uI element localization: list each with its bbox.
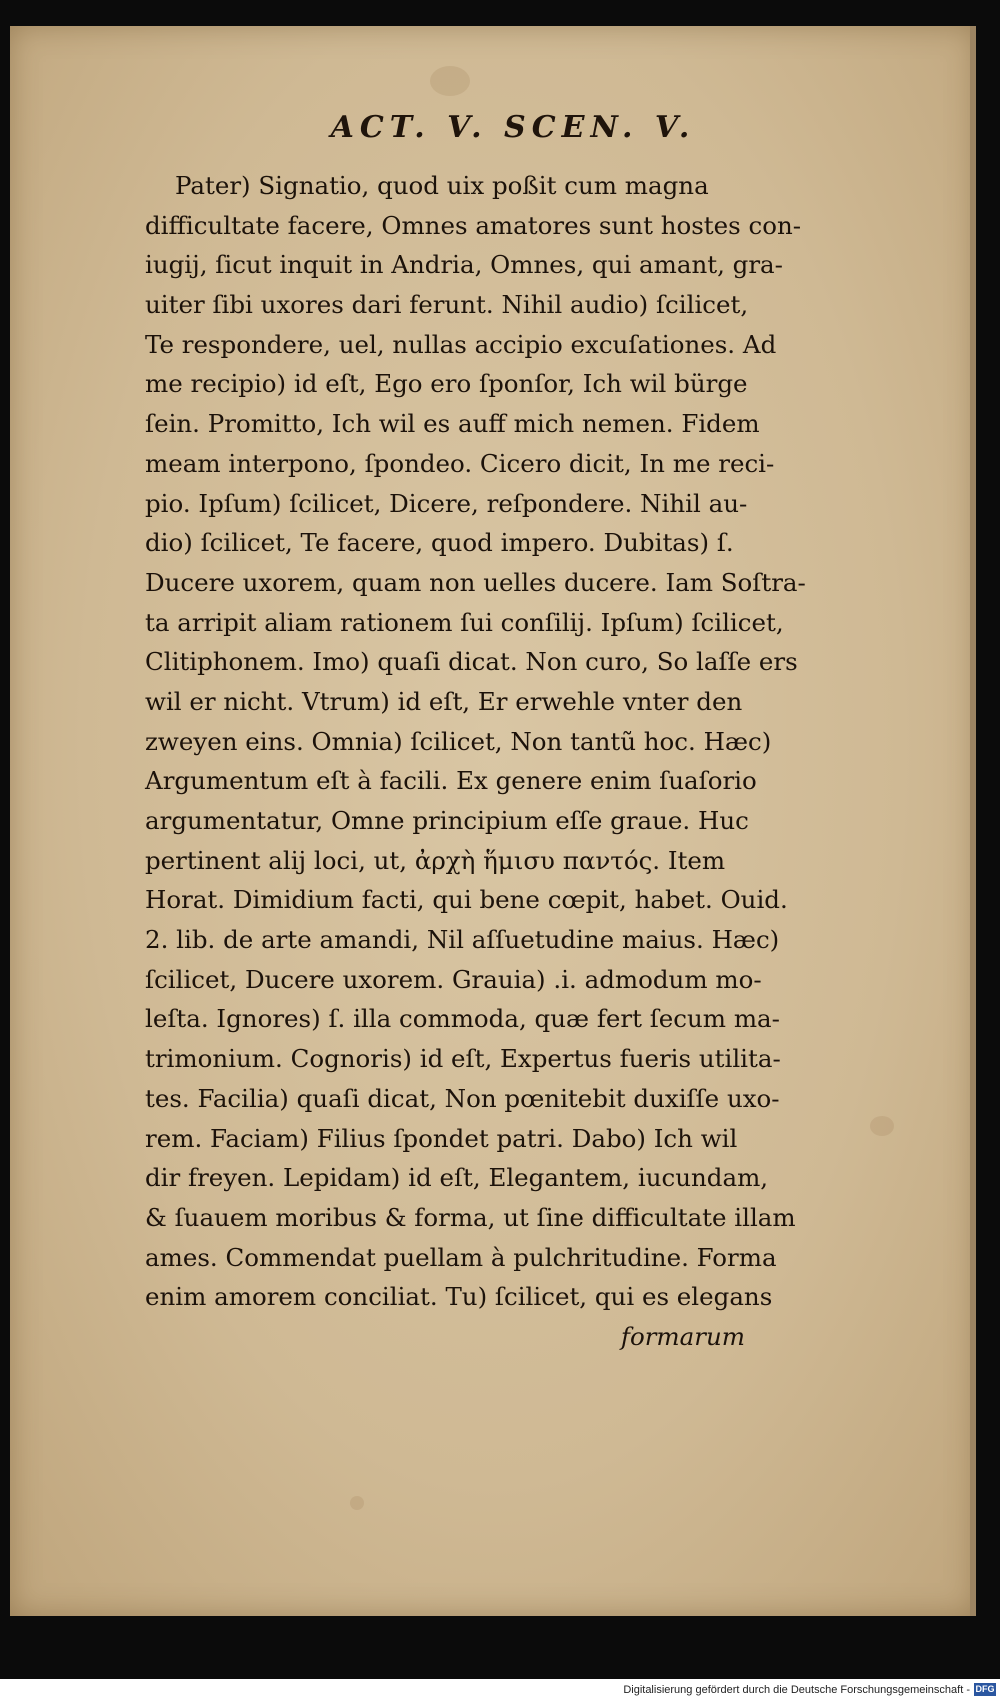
text-line: meam interpono, ſpondeo. Cicero dicit, In me reci- (145, 448, 775, 478)
paper-stain (350, 1496, 364, 1510)
text-line: leſta. Ignores) ſ. illa commoda, quæ fert ſecum ma- (145, 1004, 780, 1034)
dfg-logo-icon: DFG (975, 1684, 995, 1694)
text-line: ta arripit aliam rationem ſui conſilij. Ipſum) ſcilicet, (145, 607, 784, 637)
text-line: rem. Faciam) Filius ſpondet patri. Dabo) Ich wil (145, 1123, 738, 1153)
text-line: pertinent alij loci, ut, ἀρχὴ ἥμισυ παντός. Item (145, 845, 726, 875)
text-line: pio. Ipſum) ſcilicet, Dicere, reſpondere. Nihil au- (145, 488, 748, 518)
text-line: & ſuauem moribus & forma, ut ſine difficultate illam (145, 1202, 796, 1232)
page-edge (970, 26, 976, 1616)
text-line: argumentatur, Omne principium eſſe graue. Huc (145, 806, 749, 835)
text-line: wil er nicht. Vtrum) id eſt, Er erwehle vnter den (145, 686, 743, 716)
text-line: dio) ſcilicet, Te facere, quod impero. Dubitas) ſ. (145, 528, 734, 558)
text-line: Ducere uxorem, quam non uelles ducere. Iam Soſtra- (145, 567, 806, 597)
catchword: formarum (620, 1321, 745, 1351)
text-line: uiter ſibi uxores dari ferunt. Nihil audio) ſcilicet, (145, 290, 749, 320)
text-line: Clitiphonem. Imo) quaſi dicat. Non curo, So laſſe ers (145, 647, 798, 677)
text-body (145, 166, 806, 1357)
text-line: difficultate facere, Omnes amatores sunt hostes con- (145, 210, 802, 240)
text-line: Horat. Dimidium facti, qui bene cœpit, habet. Ouid. (145, 885, 788, 915)
text-line: Te respondere, uel, nullas accipio excuſationes. Ad (145, 329, 777, 359)
text-line: tes. Facilia) quaſi dicat, Non pœnitebit duxiſſe uxo- (145, 1083, 780, 1113)
text-line: ames. Commendat puellam à pulchritudine. Forma (145, 1242, 777, 1272)
text-line: iugij, ſicut inquit in Andria, Omnes, qui amant, gra- (145, 250, 783, 280)
book-page (10, 26, 976, 1616)
text-line: ſein. Promitto, Ich wil es auff mich nemen. Fidem (145, 409, 760, 439)
text-line: Pater) Signatio, quod uix poßit cum magna (175, 171, 709, 200)
text-line: Argumentum eſt à facili. Ex genere enim ſuaſorio (145, 766, 757, 796)
running-head: ACT. V. SCEN. V. (330, 110, 696, 145)
text-line: zweyen eins. Omnia) ſcilicet, Non tantũ hoc. Hæc) (145, 726, 772, 756)
funding-credit: Digitalisierung gefördert durch die Deutsche Forschungsgemeinschaft - (623, 1684, 970, 1696)
text-line: trimonium. Cognoris) id eſt, Expertus fueris utilita- (145, 1044, 781, 1074)
text-line: ſcilicet, Ducere uxorem. Grauia) .i. admodum mo- (145, 964, 762, 994)
text-line: dir freyen. Lepidam) id eſt, Elegantem, iucundam, (145, 1163, 769, 1193)
paper-stain (430, 66, 470, 96)
text-line: enim amorem conciliat. Tu) ſcilicet, qui es elegans (145, 1282, 773, 1312)
text-line: me recipio) id eſt, Ego ero ſponſor, Ich wil bürge (145, 369, 748, 399)
text-line: 2. lib. de arte amandi, Nil aſſuetudine maius. Hæc) (145, 925, 780, 955)
paper-stain (870, 1116, 894, 1136)
footer-bar (0, 1679, 1000, 1699)
